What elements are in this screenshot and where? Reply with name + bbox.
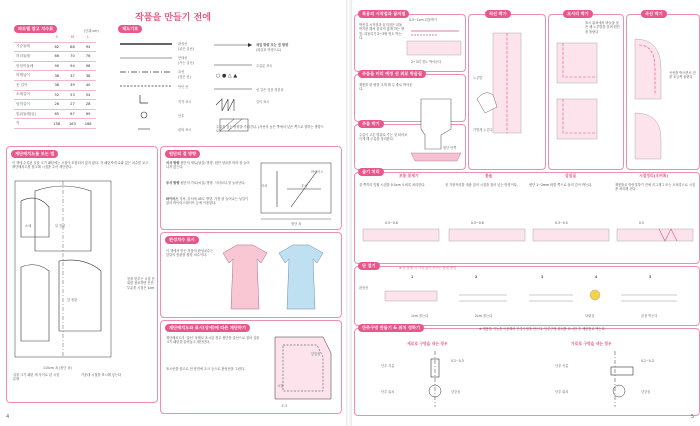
cutting-label: 초크 (281, 404, 288, 408)
seam-col-title: 감침질 (565, 173, 577, 178)
pattern-label: 앞 몸판 (67, 298, 78, 302)
finish-header: 완성치수 표시 (165, 236, 199, 244)
grain-section (160, 146, 342, 230)
corner-header: 모서리 박기 (563, 10, 593, 18)
seam-col-text: 재봉틀로 박음질하기 전에 지그재그 또는 오버록으로 시접을 처리해 둔다. (615, 183, 695, 192)
size-col-l: L (80, 33, 96, 42)
symbol-name: 안단 선 (178, 85, 189, 89)
buttonhole-label: 0.2~0.3 (451, 359, 464, 363)
seam-measure: 0.5 (639, 221, 645, 225)
size-col-m: M (65, 33, 81, 42)
hem-note: ※ 단 봉제 시 가장 많이 쓰이는 봉제 방법 (399, 266, 456, 270)
table-row: 밑위둘레(앞) 65 67 69 (14, 109, 96, 119)
marking-label: 0.5~1cm 되돌박기 (409, 18, 437, 22)
pattern-section (6, 146, 158, 403)
pattern-note: 가운데 시접을 표시해 넣는다 (81, 373, 121, 377)
hem-step: 5 (649, 275, 652, 279)
table-row: 암허길이 26 27 28 (14, 100, 96, 110)
symbols-box (116, 33, 334, 137)
svg-text:○ ● △ ▲: ○ ● △ ▲ (216, 73, 238, 79)
buttonhole-header: 단추구멍 만들기 & 위치 정하기 (358, 324, 424, 332)
seam-col-title: 시접정리(오버록) (639, 173, 669, 178)
page-title: 작품을 만들기 전에 (135, 13, 211, 23)
table-row: 어깨넓이 36 37 38 (14, 71, 96, 81)
page-number: 5 (690, 414, 694, 420)
pattern-text: 이 책에 수록된 실물 크기 패턴에는 시침이 포함되어 있지 않다. 각 패턴지에 나와 있는 치수를 보고 재단배치도를 참고해 시접을 주어 재단한다. (12, 161, 149, 170)
corner-stitch-section (548, 11, 624, 170)
symbol-name: 주름분 표시 (256, 64, 273, 68)
cutting-label: 앞중심 (311, 352, 321, 356)
symbol-name: 안내선 (178, 56, 188, 60)
table-row: 소매길이 52 53 54 (14, 90, 96, 100)
finish-text: 이 책에서 만든 작품의 완성치수는 앞뒤의 몸판을 합한 치수이다. (166, 249, 214, 258)
seam-col-text: 겉 쪽끼리 맞춰 시접을 0.5cm 오버록 처리한다. (359, 183, 426, 187)
symbol-name: 골선 (178, 70, 185, 74)
backstitch-diagram (407, 23, 463, 63)
marking-header: 복용의 시작점과 끝지점 (358, 10, 409, 18)
seam-col-title: 통솔 (485, 173, 493, 178)
buttonhole-label: 단추 위치 (555, 390, 569, 394)
straight-label: 노루발 (473, 76, 483, 80)
grain-header: 원단의 결 방향 (165, 150, 200, 158)
table-row: 엉덩이둘레 90 94 98 (14, 61, 96, 71)
buttonhole-label: 단추 위치 (381, 390, 395, 394)
finish-section (160, 232, 342, 318)
symbol-name: 선 같은 것을 정한다 (256, 88, 284, 92)
hem-label: 1cm 접는다 (411, 314, 429, 318)
seam-section (354, 169, 700, 264)
seam-col-title: 보통 봉제기 (399, 173, 419, 178)
pattern-label: 소매 (25, 224, 32, 228)
table-row: 가슴둘레 82 88 94 (14, 42, 96, 52)
pattern-note: 천을 맞추는 시접 단위를 참조하면 옷단부분을 시접은 1cm (127, 277, 155, 290)
buttonhole-note: ※ 재봉틀 기능을 이용해서 단추구멍을 만든다. 단추구멍 위치를 표시한 후 재봉틀로 박는다. (479, 327, 606, 331)
pattern-fabric: 110cm 폭 (원단 폭) (43, 366, 72, 370)
seam-measure: 0.5~0.6 (471, 221, 484, 225)
pattern-note: 실물 크기 패턴 재 사이로 된 시접분량 (13, 373, 60, 382)
marking-text: 박음질 시작점과 끝지점은 되돌박기를 해서 풀리지 않게 하는 방법. 되돌리기 2~3땀 정도 박는다. (359, 23, 405, 40)
seam-header: 솔기 처리 (358, 168, 384, 176)
size-table-unit: (단위:cm) (84, 29, 99, 33)
left-page (0, 0, 346, 426)
table-row: 옷 길이 38 39 40 (14, 80, 96, 90)
cutting-diagram (271, 333, 337, 407)
curve-header: 곡선 박기 (641, 10, 667, 18)
cutting-item: 재단배치도의 ‘골선’ 상태로 표시된 경우 원단을 골선으로 접어 실물 크기 패턴을 올려놓고 재단한다. (166, 336, 260, 345)
buttonhole-section (354, 325, 700, 416)
straight-header: 직선 박기 (485, 10, 511, 18)
symbol-desc: (가는 실선) (178, 61, 194, 65)
hem-step: 3 (541, 275, 544, 279)
right-page (352, 0, 700, 426)
buttonhole-label: 0.2~0.3 (641, 359, 654, 363)
marking-label: 2~3회 정도 박아둔다 (411, 60, 442, 64)
pattern-diagram (15, 181, 125, 361)
curve-stitch-illustration (631, 29, 671, 165)
grain-diagram (257, 159, 337, 225)
symbol-name: 완성선 (178, 42, 188, 46)
dress-illustrations (223, 241, 339, 313)
symbol-desc: (굵은 실선) (178, 47, 194, 51)
size-table (14, 33, 96, 129)
grain-label: 식서 (261, 184, 268, 188)
hem-header: 단 접기 (358, 262, 380, 270)
hem-step: 2 (475, 275, 478, 279)
symbols-note: 주름을 접는 방향을 가리킨다. (사선의 높은 쪽에서 낮은 쪽으로 향하는 방향으로) (216, 125, 324, 134)
size-col-s: S (49, 33, 65, 42)
symbol-name: 단추 (178, 114, 185, 118)
hem-label: 끝을 박는다 (641, 314, 658, 318)
seam-col-text: 천 가장자리를 대충 접어 시접을 접어 넣는 방법이다. (445, 183, 518, 187)
gather-label: 원단 안쪽 (443, 146, 457, 150)
marking-section (354, 11, 466, 72)
vertical-title: 세로로 구멍을 내는 경우 (407, 341, 448, 346)
pattern-header: 재단배치도를 보는 법 (11, 150, 58, 158)
seam-measure: 0.5~0.6 (385, 221, 398, 225)
grain-item: 푸서 방향 원단의 가로(씨실) 방향. 식서보다 잘 늘어난다. (166, 181, 246, 185)
size-table-header: 파트별 참고 치수표 (14, 25, 57, 33)
grain-item: 식서 방향 원단의 세로(날실) 방향. 원단 양끝을 따라 잘 늘어나지 않는다. (166, 161, 250, 170)
hem-label: 2cm 접는다 (475, 314, 493, 318)
grain-label: 푸서 (301, 184, 308, 188)
stitch-header: 주름을 미리 예정 선 위로 박음질 (358, 70, 426, 78)
table-row: 키 158 163 168 (14, 119, 96, 129)
seam-col-text: 원단 1~2mm 바깥 쪽으로 돌리 감아 박는다. (529, 183, 593, 187)
horizontal-title: 가로로 구멍을 내는 경우 (571, 341, 612, 346)
symbols-header: 제도기호 (118, 25, 142, 33)
page-number: 4 (6, 414, 10, 420)
corner-label: 표시 위치에서 바늘을 꽂은 채 노루발을 올려 원단을 돌린다 (585, 21, 620, 34)
seam-illustrations (359, 213, 695, 259)
size-table-header-row (14, 33, 96, 42)
gather-section (354, 121, 466, 170)
hem-label: 다림질 (585, 314, 595, 318)
symbol-name: 세일 방향 또는 결 방향 (256, 43, 289, 47)
seam-measure: 0.3~0.5 (555, 221, 568, 225)
symbol-name: 핀턱 표시 (178, 128, 192, 132)
buttonhole-label: 단추 지름 (381, 364, 395, 368)
symbol-desc: (화살표 방향으로) (256, 48, 282, 52)
buttonhole-diagrams (375, 351, 675, 411)
corner-stitch-illustration (553, 39, 619, 159)
grain-label: 원단 폭 (291, 222, 302, 226)
size-col-0 (14, 33, 49, 42)
buttonhole-label: 앞중심 (641, 390, 651, 394)
hem-step: 1 (411, 275, 414, 279)
grain-label: 바이어스 (311, 170, 324, 174)
pattern-label: 뒤 몸판 (55, 224, 66, 228)
stitch-text: 재봉틀 한 땀을 크게 해 두 줄로 박아둔다. (359, 83, 413, 92)
cutting-item: 표시선을 참고로 천 양면에 초크 등으로 완성선을 그린다. (166, 367, 245, 371)
symbol-desc: (접은 선) (178, 75, 191, 79)
table-row: 허리둘레 66 70 76 (14, 52, 96, 62)
curve-stitch-section (626, 11, 700, 170)
hem-label: 완성선 (359, 286, 369, 290)
cutting-section (160, 320, 342, 414)
curve-label: 곡선을 박으면서 천을 조금씩 돌린다 (669, 71, 696, 80)
hem-section (354, 263, 700, 326)
buttonhole-label: 단추 지름 (555, 364, 569, 368)
gather-text: 주름이 고른 범위로 가는 것 되어보이게 해 주름을 정리한다. (359, 133, 408, 142)
grain-item: 바이어스 식서, 푸서에 45도 방향. 가장 잘 늘어나는 성질이 있어 바이어스테이프 등에 이용된다. (166, 197, 248, 206)
presser-foot-illustration (411, 95, 461, 165)
symbol-name: 직각 표시 (178, 100, 192, 104)
gather-header: 주름 박기 (358, 120, 384, 128)
hem-step: 4 (595, 275, 598, 279)
buttonhole-label: 앞중심 (451, 390, 461, 394)
cutting-header: 재단배치도와 표시(상세)에 따른 재단하기 (165, 324, 250, 332)
straight-stitch-section (468, 11, 546, 170)
symbol-name: 길이 표시 (256, 100, 270, 104)
symbols-lines-left (120, 39, 180, 139)
hem-illustrations (359, 281, 695, 317)
straight-label: 가볍게 누른다 (473, 128, 493, 132)
cutting-label: 시접 (277, 384, 284, 388)
